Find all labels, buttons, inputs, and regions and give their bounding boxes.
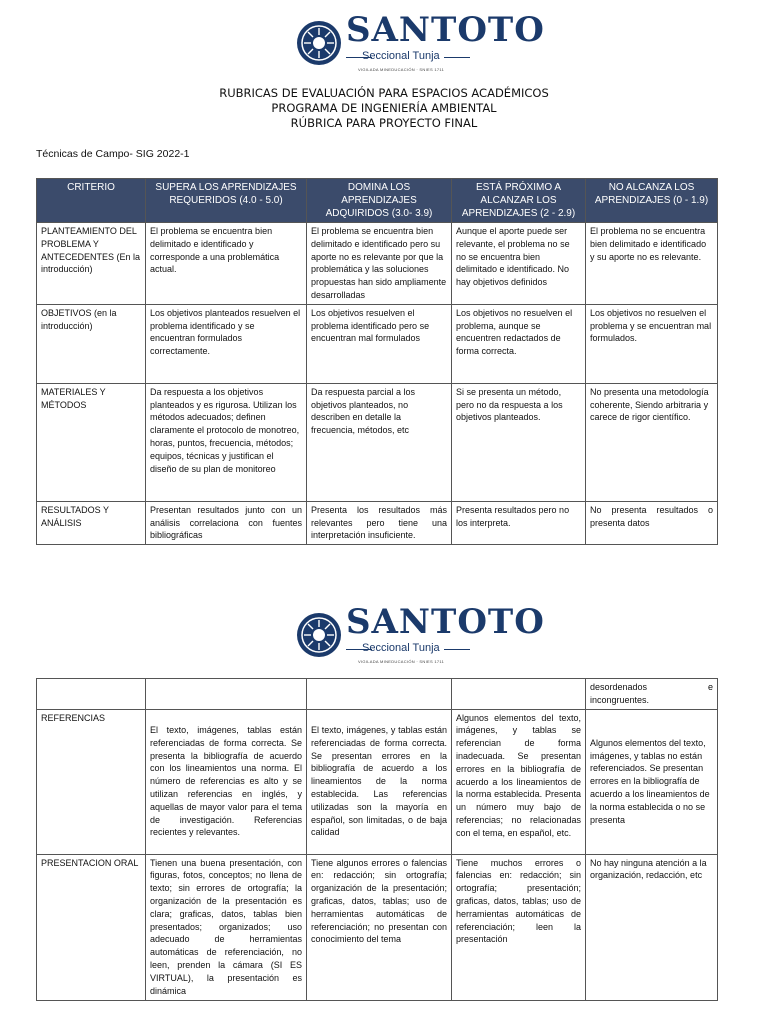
criterion-cell: PLANTEAMIENTO DEL PROBLEMA Y ANTECEDENTES (En la introducción) bbox=[37, 223, 146, 305]
header-domina: DOMINA LOS APRENDIZAJES ADQUIRIDOS (3.0- 3.9) bbox=[307, 179, 452, 223]
rubric-cell: Da respuesta parcial a los objetivos planteados, no describen en detalle la frecuencia, métodos, etc bbox=[307, 383, 452, 501]
rubric-cell: El texto, imágenes, y tablas están referenciadas de forma correcta. Se presentan errores en la bibliografía de acuerdo a los lineamientos de la norma establecida. Las referencias utilizadas son la mayoría en español, son limitadas, o de baja calidad bbox=[307, 709, 452, 854]
logo-subtitle: Seccional Tunja bbox=[362, 642, 440, 654]
rubric-cell: Tiene algunos errores o falencias en: redacción; sin ortografía; organización de la presentación; graficas, datos, tablas; uso de herramientas automáticas de referenciación; no presentan con conocimiento del tema bbox=[307, 854, 452, 1000]
rubric-table bbox=[36, 178, 718, 545]
rubric-cell: Algunos elementos del texto, imágenes, y tablas no están referenciados. Se presentan errores en la bibliografía de acuerdo a los lineamientos de la norma establecida o no se presenta bbox=[586, 709, 718, 854]
rubric-cell: No presenta una metodología coherente, Siendo arbitraria y carece de rigor científico. bbox=[586, 383, 718, 501]
university-logo bbox=[292, 10, 545, 74]
rubric-cell: Tiene muchos errores o falencias en: redacción; sin ortografía; presentación; graficas, datos, tablas; uso de herramientas automáticas de referenciación; leen la presentación bbox=[452, 854, 586, 1000]
logo-tagline: VIGILADA MINEDUCACIÓN · SNIES 1711 bbox=[358, 67, 445, 72]
course-label: Técnicas de Campo- SIG 2022-1 bbox=[36, 148, 190, 160]
logo-tagline: VIGILADA MINEDUCACIÓN · SNIES 1711 bbox=[358, 659, 445, 664]
rubric-cell: Presentan resultados junto con un análisis correlaciona con fuentes bibliográficas bbox=[146, 501, 307, 544]
title-line-1: RUBRICAS DE EVALUACIÓN PARA ESPACIOS ACADÉMICOS bbox=[219, 86, 549, 100]
rubric-cell bbox=[452, 679, 586, 710]
rubric-cell: Los objetivos resuelven el problema identificado pero se encuentran mal formulados bbox=[307, 304, 452, 383]
rubric-cell: Tienen una buena presentación, con figuras, fotos, conceptos; no llena de texto; sin errores de ortografía; la organización de la presentación es clara; graficas, datos, tablas bien presentados; organizados; uso adecuado de herramientas automáticas de referenciación, no leen, prenden la cámara (SI ES VIRTUAL), la presentación es dinámica bbox=[146, 854, 307, 1000]
criterion-cell: PRESENTACION ORAL bbox=[37, 854, 146, 1000]
criterion-cell: MATERIALES Y MÉTODOS bbox=[37, 383, 146, 501]
header-supera: SUPERA LOS APRENDIZAJES REQUERIDOS (4.0 - 5.0) bbox=[146, 179, 307, 223]
title-line-2: PROGRAMA DE INGENIERÍA AMBIENTAL bbox=[271, 101, 497, 115]
logo-subtitle: Seccional Tunja bbox=[362, 50, 440, 62]
header-criterio: CRITERIO bbox=[37, 179, 146, 223]
rubric-cell: Los objetivos no resuelven el problema, aunque se encuentren redactados de forma correcta. bbox=[452, 304, 586, 383]
header-row bbox=[37, 179, 718, 223]
criterion-cell bbox=[37, 679, 146, 710]
rubric-cell: El problema se encuentra bien delimitado e identificado pero su aporte no es relevante por que la problemática y las soluciones propuestas han sido ampliamente desarrolladas bbox=[307, 223, 452, 305]
criterion-cell: REFERENCIAS bbox=[37, 709, 146, 854]
table-row bbox=[37, 223, 718, 305]
rubric-cell: Algunos elementos del texto, imágenes, y tablas se referencian de forma inadecuada. Se presentan errores en la bibliografía de acuerdo a los lineamientos de la norma establecida. Presenta un número muy bajo de referencias; no relacionadas con el tema, en español, etc. bbox=[452, 709, 586, 854]
rubric-cell: El problema se encuentra bien delimitado e identificado y corresponde a una problemática actual. bbox=[146, 223, 307, 305]
criterion-cell: RESULTADOS Y ANÁLISIS bbox=[37, 501, 146, 544]
logo-wordmark: SANTOTO bbox=[346, 10, 545, 50]
logo-wordmark: SANTOTO bbox=[346, 602, 545, 642]
rubric-cell: El problema no se encuentra bien delimitado e identificado y su aporte no es relevante. bbox=[586, 223, 718, 305]
title-line-3: RÚBRICA PARA PROYECTO FINAL bbox=[290, 116, 478, 130]
table-row bbox=[37, 679, 718, 710]
rubric-cell: Los objetivos no resuelven el problema y se encuentran mal formulados. bbox=[586, 304, 718, 383]
rubric-table-continued bbox=[36, 678, 718, 1001]
rubric-cell bbox=[307, 679, 452, 710]
criterion-cell: OBJETIVOS (en la introducción) bbox=[37, 304, 146, 383]
rubric-cell: Presenta los resultados más relevantes pero tiene una interpretación insuficiente. bbox=[307, 501, 452, 544]
rubric-cell: Los objetivos planteados resuelven el problema identificado y se encuentran formulados correctamente. bbox=[146, 304, 307, 383]
rubric-cell bbox=[146, 679, 307, 710]
table-row bbox=[37, 709, 718, 854]
rubric-cell: Si se presenta un método, pero no da respuesta a los objetivos planteados. bbox=[452, 383, 586, 501]
rubric-cell: El texto, imágenes, tablas están referenciadas de forma correcta. Se presenta la bibliografía de acuerdo con los lineamientos una norma. El número de referencias es alto y se utilizan referencias en inglés, y aquellas de mayor valor para el tema de investigación. Referencias recientes y relevantes. bbox=[146, 709, 307, 854]
rubric-cell: No hay ninguna atención a la organización, redacción, etc bbox=[586, 854, 718, 1000]
university-seal-icon bbox=[296, 612, 342, 658]
university-logo bbox=[292, 602, 545, 666]
table-row bbox=[37, 304, 718, 383]
rubric-cell: Aunque el aporte puede ser relevante, el problema no se no se encuentra bien delimitado e identificado. No hay objetivos definidos bbox=[452, 223, 586, 305]
rubric-cell: Da respuesta a los objetivos planteados y es rigurosa. Utilizan los métodos adecuados; definen claramente el protocolo de monotreo, horas, puntos, frecuencia, métodos; equipos, técnicas y justifican el diseño de su plan de monitoreo bbox=[146, 383, 307, 501]
rubric-cell: Presenta resultados pero no los interpreta. bbox=[452, 501, 586, 544]
document-titles bbox=[0, 86, 768, 131]
table-row bbox=[37, 383, 718, 501]
rubric-cell: desordenados e incongruentes. bbox=[586, 679, 718, 710]
table-row bbox=[37, 854, 718, 1000]
university-seal-icon bbox=[296, 20, 342, 66]
logo-rule-right bbox=[444, 649, 470, 650]
header-proximo: ESTÁ PRÓXIMO A ALCANZAR LOS APRENDIZAJES (2 - 2.9) bbox=[452, 179, 586, 223]
table-row bbox=[37, 501, 718, 544]
header-no-alcanza: NO ALCANZA LOS APRENDIZAJES (0 - 1.9) bbox=[586, 179, 718, 223]
logo-rule-right bbox=[444, 57, 470, 58]
document-page-2 bbox=[0, 560, 768, 1024]
rubric-cell: No presenta resultados o presenta datos bbox=[586, 501, 718, 544]
